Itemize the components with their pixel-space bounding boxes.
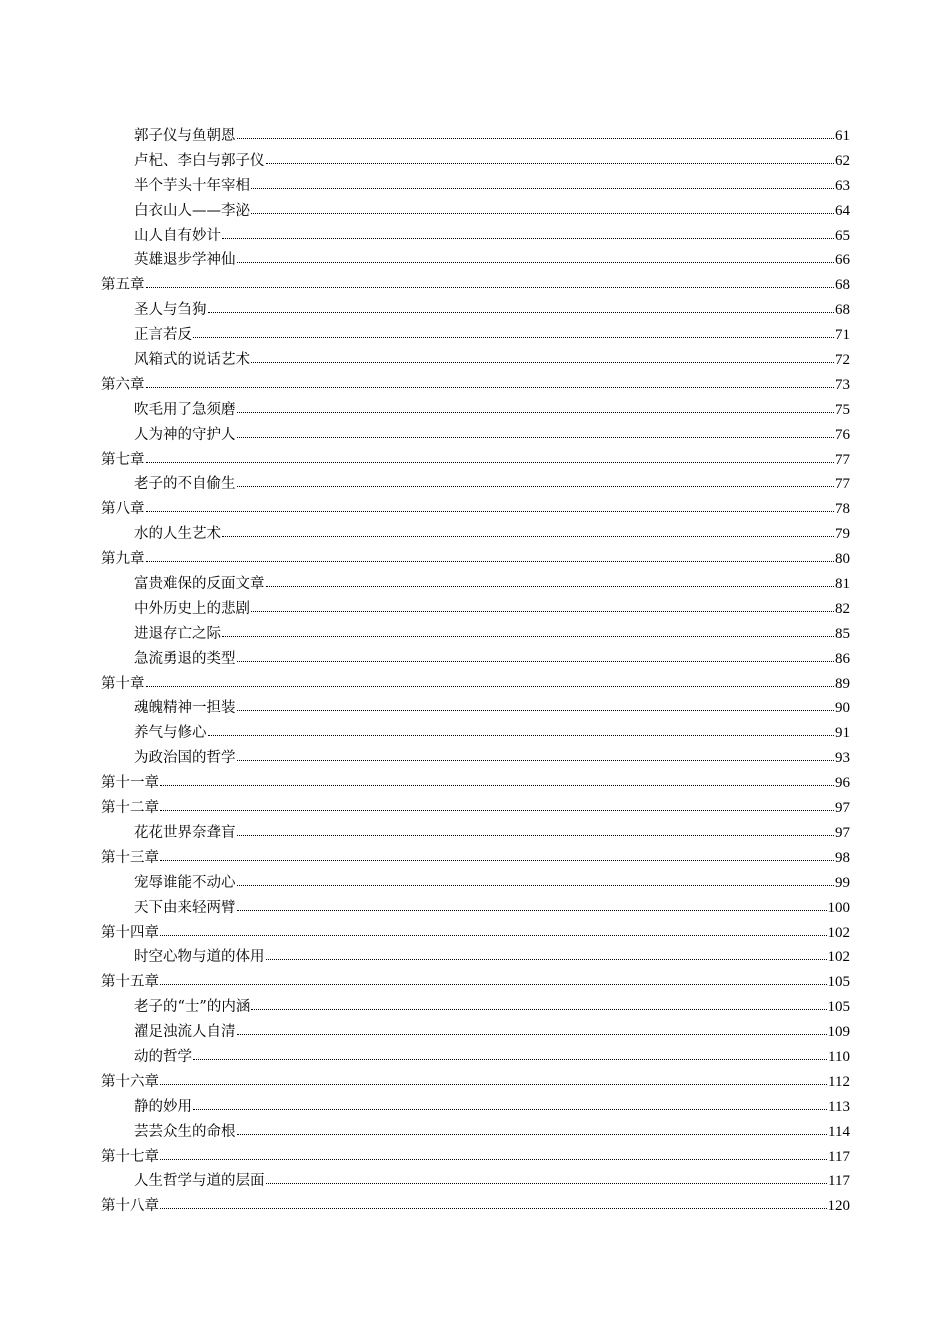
toc-page-number: 68 [835,277,850,294]
toc-entry-title: 第七章 [101,451,145,468]
toc-entry-title: 急流勇退的类型 [134,650,236,667]
toc-dot-leader [237,425,835,439]
toc-dot-leader [146,499,835,513]
toc-chapter-entry[interactable] [101,497,850,522]
toc-chapter-entry[interactable] [101,846,850,871]
toc-dot-leader [237,823,835,837]
toc-dot-leader [160,923,827,937]
toc-page-number: 62 [835,152,850,169]
toc-entry-title: 郭子仪与鱼朝恩 [134,128,236,144]
toc-dot-leader [160,1196,827,1210]
toc-section-entry[interactable] [101,423,850,448]
toc-dot-leader [237,748,835,762]
toc-entry-title: 花花世界奈聋盲 [134,824,236,841]
toc-page-number: 63 [835,177,850,194]
toc-section-entry[interactable] [101,896,850,921]
toc-section-entry[interactable] [101,995,850,1020]
toc-entry-title: 静的妙用 [134,1098,192,1115]
toc-entry-title: 第十八章 [101,1198,159,1215]
toc-section-entry[interactable] [101,472,850,497]
toc-section-entry[interactable] [101,398,850,423]
toc-dot-leader [237,1122,828,1136]
toc-entry-title: 水的人生艺术 [134,526,221,543]
toc-page-number: 79 [835,526,850,543]
toc-page-number: 117 [828,1148,850,1165]
toc-page-number: 85 [835,625,850,642]
toc-section-entry[interactable] [101,746,850,771]
toc-section-entry[interactable] [101,1045,850,1070]
toc-page-number: 99 [835,874,850,891]
toc-chapter-entry[interactable] [101,771,850,796]
toc-section-entry[interactable] [101,323,850,348]
toc-page-number: 66 [835,252,850,269]
toc-chapter-entry[interactable] [101,1070,850,1095]
toc-page-number: 86 [835,650,850,667]
toc-entry-title: 第八章 [101,501,145,518]
toc-entry-title: 人生哲学与道的层面 [134,1173,265,1190]
toc-dot-leader [160,1147,827,1161]
toc-entry-title: 第十章 [101,675,145,692]
toc-page-number: 82 [835,600,850,617]
toc-dot-leader [237,698,835,712]
toc-page-number: 98 [835,849,850,866]
toc-section-entry[interactable] [101,871,850,896]
toc-chapter-entry[interactable] [101,796,850,821]
toc-section-entry[interactable] [101,348,850,373]
toc-entry-title: 第十七章 [101,1148,159,1165]
toc-page-number: 89 [835,675,850,692]
toc-page-number: 72 [835,352,850,369]
toc-section-entry[interactable] [101,248,850,273]
toc-dot-leader [146,450,835,464]
toc-section-entry[interactable] [101,945,850,970]
toc-dot-leader [237,126,835,140]
toc-entry-title: 第九章 [101,551,145,568]
toc-section-entry[interactable] [101,1095,850,1120]
toc-dot-leader [251,350,834,364]
toc-dot-leader [266,947,827,961]
toc-dot-leader [237,649,835,663]
toc-section-entry[interactable] [101,622,850,647]
toc-section-entry[interactable] [101,174,850,199]
toc-page-number: 102 [827,924,850,941]
toc-entry-title: 第五章 [101,277,145,294]
toc-entry-title: 老子的不自偷生 [134,476,236,493]
toc-page-number: 65 [835,227,850,244]
toc-page-number: 61 [835,128,850,144]
toc-chapter-entry[interactable] [101,1194,850,1219]
toc-section-entry[interactable] [101,199,850,224]
toc-entry-title: 风箱式的说话艺术 [134,352,250,369]
toc-page-number: 91 [835,725,850,742]
toc-dot-leader [160,1072,827,1086]
toc-page-number: 90 [835,700,850,717]
toc-section-entry[interactable] [101,1169,850,1194]
toc-entry-title: 老子的“士”的内涵 [134,999,251,1016]
toc-section-entry[interactable] [101,821,850,846]
toc-page-number: 68 [835,302,850,319]
toc-dot-leader [237,474,835,488]
toc-section-entry[interactable] [101,1120,850,1145]
toc-entry-title: 第十二章 [101,800,159,817]
toc-chapter-entry[interactable] [101,970,850,995]
toc-dot-leader [237,400,835,414]
toc-page-number: 114 [828,1123,850,1140]
toc-entry-title: 第十一章 [101,775,159,792]
toc-dot-leader [237,250,835,264]
toc-page-number: 105 [827,974,850,991]
toc-page-number: 112 [828,1073,850,1090]
toc-dot-leader [160,972,827,986]
toc-page-number: 97 [835,824,850,841]
toc-section-entry[interactable] [101,298,850,323]
toc-entry-title: 为政治国的哲学 [134,750,236,767]
toc-entry-title: 动的哲学 [134,1048,192,1065]
toc-dot-leader [237,898,827,912]
toc-entry-title: 天下由来轻两臂 [134,899,236,916]
toc-section-entry[interactable] [101,572,850,597]
toc-entry-title: 正言若反 [134,327,192,344]
toc-section-entry[interactable] [101,696,850,721]
toc-entry-title: 第十四章 [101,924,159,941]
toc-dot-leader [146,549,835,563]
toc-dot-leader [208,300,835,314]
toc-page-number: 75 [835,401,850,418]
toc-dot-leader [222,624,834,638]
toc-page-number: 109 [827,1024,850,1041]
toc-page-number: 100 [827,899,850,916]
toc-entry-title: 吹毛用了急须磨 [134,401,236,418]
toc-section-entry[interactable] [101,597,850,622]
toc-chapter-entry[interactable] [101,547,850,572]
toc-page-number: 110 [828,1048,850,1065]
toc-page-number: 113 [828,1098,850,1115]
toc-page-number: 77 [835,451,850,468]
toc-entry-title: 第六章 [101,376,145,393]
toc-section-entry[interactable] [101,1020,850,1045]
toc-chapter-entry[interactable] [101,373,850,398]
toc-dot-leader [251,599,834,613]
toc-page-number: 102 [827,949,850,966]
toc-chapter-entry[interactable] [101,672,850,697]
toc-page-number: 77 [835,476,850,493]
toc-entry-title: 宠辱谁能不动心 [134,874,236,891]
toc-page-number: 81 [835,576,850,593]
toc-dot-leader [251,176,834,190]
toc-page-number: 76 [835,426,850,443]
toc-dot-leader [251,997,826,1011]
toc-entry-title: 卢杞、李白与郭子仪 [134,152,265,169]
toc-dot-leader [146,375,835,389]
toc-dot-leader [237,873,835,887]
toc-dot-leader [222,226,834,240]
toc-section-entry[interactable] [101,224,850,249]
toc-entry-title: 第十五章 [101,974,159,991]
toc-entry-title: 养气与修心 [134,725,207,742]
toc-dot-leader [146,275,835,289]
toc-dot-leader [266,151,835,165]
toc-dot-leader [193,1047,827,1061]
toc-chapter-entry[interactable] [101,448,850,473]
toc-dot-leader [266,1171,828,1185]
toc-dot-leader [251,201,834,215]
toc-entry-title: 魂魄精神一担装 [134,700,236,717]
toc-page-number: 105 [827,999,850,1016]
toc-dot-leader [160,798,834,812]
toc-page-number: 96 [835,775,850,792]
toc-chapter-entry[interactable] [101,273,850,298]
toc-page-number: 71 [835,327,850,344]
table-of-contents [101,124,850,1219]
toc-section-entry[interactable] [101,124,850,149]
toc-entry-title: 中外历史上的悲剧 [134,600,250,617]
toc-section-entry[interactable] [101,647,850,672]
toc-dot-leader [193,1097,827,1111]
toc-entry-title: 第十三章 [101,849,159,866]
toc-entry-title: 时空心物与道的体用 [134,949,265,966]
toc-entry-title: 半个芋头十年宰相 [134,177,250,194]
toc-entry-title: 白衣山人——李泌 [134,202,250,219]
toc-page-number: 64 [835,202,850,219]
toc-dot-leader [160,773,834,787]
toc-dot-leader [160,848,834,862]
toc-entry-title: 第十六章 [101,1073,159,1090]
toc-page-number: 78 [835,501,850,518]
toc-dot-leader [146,674,835,688]
toc-entry-title: 濯足浊流人自清 [134,1024,236,1041]
toc-entry-title: 芸芸众生的命根 [134,1123,236,1140]
toc-dot-leader [193,325,834,339]
toc-entry-title: 英雄退步学神仙 [134,252,236,269]
toc-entry-title: 圣人与刍狗 [134,302,207,319]
toc-section-entry[interactable] [101,522,850,547]
toc-entry-title: 人为神的守护人 [134,426,236,443]
toc-dot-leader [222,524,834,538]
toc-page-number: 93 [835,750,850,767]
toc-section-entry[interactable] [101,149,850,174]
toc-page-number: 73 [835,376,850,393]
toc-dot-leader [208,723,835,737]
toc-page-number: 80 [835,551,850,568]
toc-dot-leader [237,1022,827,1036]
toc-entry-title: 进退存亡之际 [134,625,221,642]
toc-dot-leader [266,574,835,588]
toc-page-number: 97 [835,800,850,817]
toc-page-number: 120 [827,1198,850,1215]
toc-page-number: 117 [828,1173,850,1190]
toc-entry-title: 富贵难保的反面文章 [134,576,265,593]
toc-section-entry[interactable] [101,721,850,746]
toc-chapter-entry[interactable] [101,921,850,946]
toc-entry-title: 山人自有妙计 [134,227,221,244]
toc-chapter-entry[interactable] [101,1145,850,1170]
